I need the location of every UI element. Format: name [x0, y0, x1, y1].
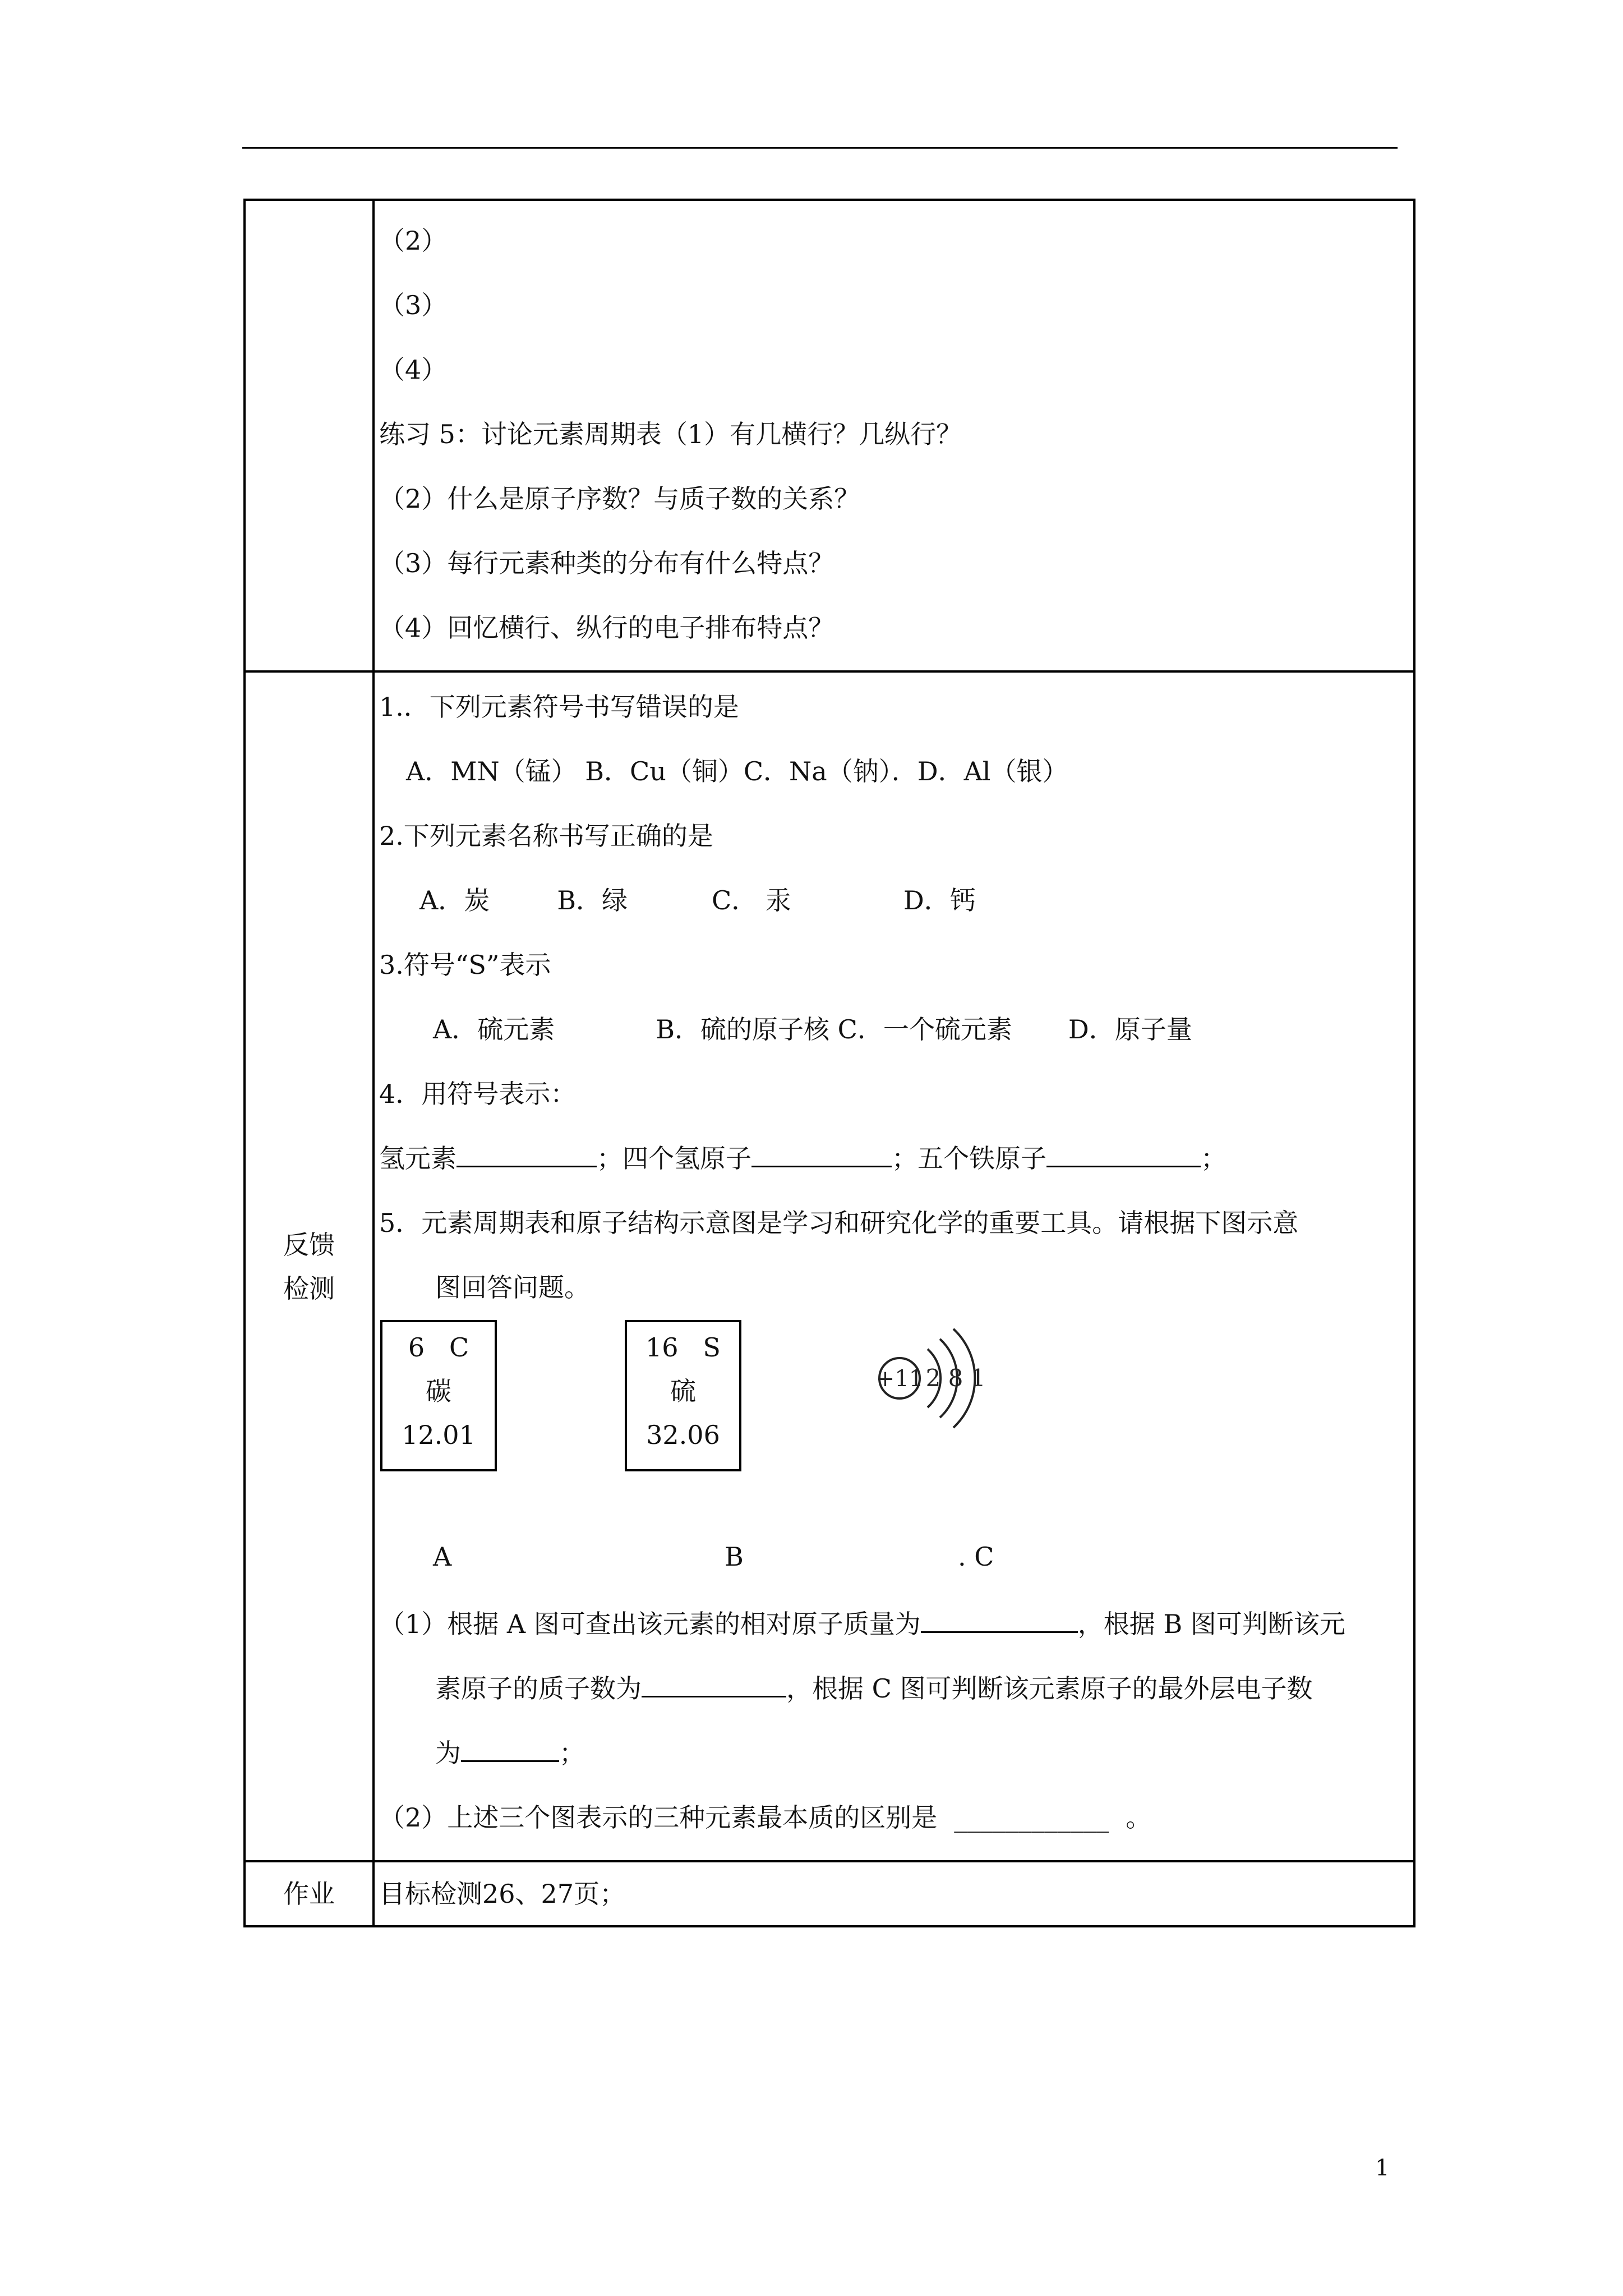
question-4: 4．用符号表示： [379, 1079, 577, 1109]
answer-blank[interactable] [461, 1729, 559, 1762]
question-5: 5．元素周期表和原子结构示意图是学习和研究化学的重要工具。请根据下图示意 [379, 1208, 1299, 1238]
text-segment: ； [559, 1738, 585, 1768]
answer-blank[interactable] [921, 1600, 1078, 1633]
subquestion-1-cont [379, 1721, 1413, 1786]
question-5-cont: 图回答问题。 [435, 1272, 590, 1303]
text-line: （3） [379, 290, 448, 320]
exercise-5-title: 练习 5：讨论元素周期表（1）有几横行？几纵行？ [379, 419, 962, 449]
question-2: 2.下列元素名称书写正确的是 [379, 821, 713, 851]
subquestion-2 [379, 1786, 1413, 1850]
atomic-mass: 32.06 [646, 1420, 720, 1450]
figure-label-a: A [433, 1542, 452, 1572]
option-a: A．炭 [419, 885, 490, 915]
answer-blank[interactable] [642, 1664, 786, 1697]
element-cell-a [380, 1320, 497, 1471]
page-number: 1 [1375, 2155, 1390, 2181]
subquestion-1-cont [379, 1657, 1413, 1721]
header-rule [242, 147, 1398, 149]
text-segment: （1）根据 A 图可查出该元素的相对原子质量为 [379, 1609, 921, 1639]
text-line: （4） [379, 355, 448, 385]
figure-label-c: . C [958, 1542, 994, 1572]
lesson-table [243, 199, 1415, 1927]
text-segment: ，根据 C 图可判断该元素原子的最外层电子数 [786, 1673, 1313, 1704]
label-line: 反馈 [283, 1229, 335, 1260]
element-name: 硫 [670, 1376, 696, 1406]
option-b: B．绿 [557, 885, 628, 915]
nucleus-charge: +11 [875, 1366, 924, 1392]
text-segment: 。 [1126, 1802, 1152, 1833]
text-line: （4）回忆横行、纵行的电子排布特点？ [379, 613, 834, 643]
row-content [374, 1861, 1414, 1926]
option-d: D．原子量 [1068, 1014, 1192, 1045]
atomic-number-symbol: 6 C [408, 1332, 469, 1363]
row-label-empty [245, 200, 374, 671]
option-c: C． 汞 [712, 885, 791, 915]
row-label-homework: 作业 [245, 1861, 374, 1926]
shell-electron-counts: 2 8 1 [925, 1364, 986, 1392]
table-row [245, 1861, 1414, 1926]
answer-blank[interactable]: ____________ [954, 1802, 1109, 1833]
text-segment: （2）上述三个图表示的三种元素最本质的区别是 [379, 1802, 938, 1833]
text-segment: ，根据 B 图可判断该元 [1077, 1609, 1345, 1639]
answer-blank[interactable] [751, 1134, 892, 1167]
element-cell-b [625, 1320, 741, 1471]
homework-content: 目标检测26、27页； [379, 1879, 626, 1909]
question-3-options [379, 997, 1413, 1062]
answer-blank[interactable] [457, 1134, 597, 1167]
atomic-mass: 12.01 [402, 1420, 476, 1450]
text-line: （2） [379, 226, 448, 256]
row-content [374, 671, 1414, 1861]
blank-label: ；四个氢原子 [597, 1143, 751, 1174]
label-line: 检测 [283, 1273, 335, 1304]
question-2-options [379, 868, 1413, 933]
text-line: （3）每行元素种类的分布有什么特点？ [379, 548, 834, 578]
row-content [374, 200, 1414, 671]
answer-blank[interactable] [1046, 1134, 1201, 1167]
option-a: A．硫元素 [433, 1014, 555, 1045]
question-1-options: A．MN（锰） B．Cu（铜）C．Na（钠）．D．Al（银） [406, 756, 1068, 786]
blank-label: ； [1201, 1143, 1227, 1174]
element-name: 碳 [426, 1376, 451, 1406]
figure-labels [379, 1530, 1413, 1592]
text-line: （2）什么是原子序数？与质子数的关系？ [379, 484, 860, 514]
figure-label-b: B [725, 1542, 744, 1572]
table-row [245, 200, 1414, 671]
question-1: 1.．下列元素符号书写错误的是 [379, 692, 739, 722]
row-label-feedback [245, 671, 374, 1861]
option-b-c: B．硫的原子核 C．一个硫元素 [656, 1014, 1012, 1045]
subquestion-1 [379, 1592, 1413, 1657]
question-3: 3.符号“S”表示 [379, 950, 551, 980]
blank-label: 氢元素 [379, 1143, 457, 1174]
atomic-number-symbol: 16 S [645, 1332, 721, 1363]
blank-label: ；五个铁原子 [892, 1143, 1046, 1174]
table-row [245, 671, 1414, 1861]
text-segment: 为 [435, 1738, 461, 1768]
text-segment: 素原子的质子数为 [435, 1673, 642, 1704]
question-4-blanks [379, 1126, 1413, 1191]
atom-structure-diagram [861, 1322, 1007, 1451]
figures [379, 1320, 1413, 1530]
option-d: D．钙 [903, 885, 976, 915]
